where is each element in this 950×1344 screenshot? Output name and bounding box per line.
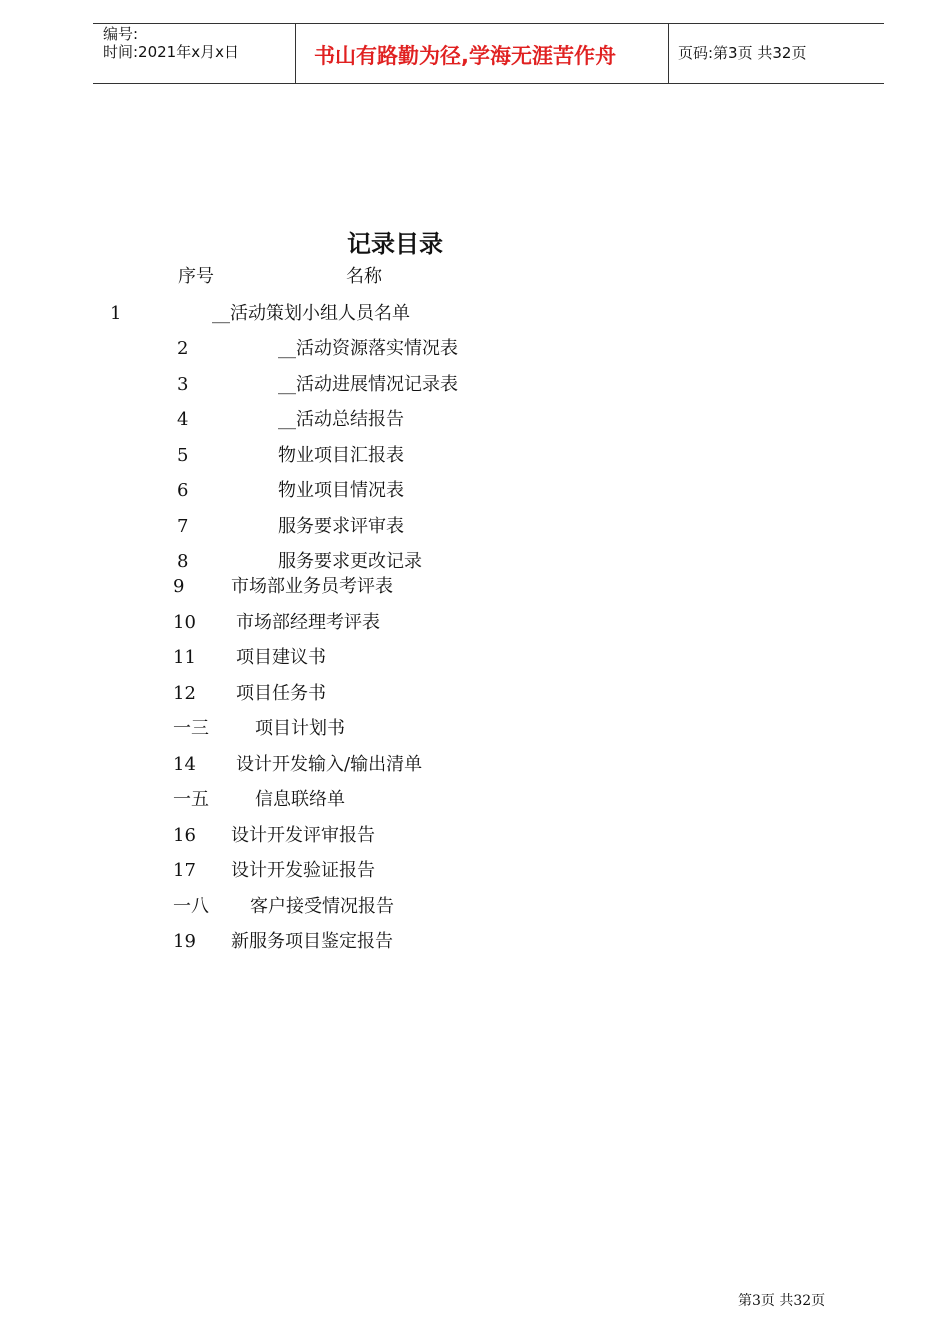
item-number: 7 xyxy=(177,516,189,537)
item-name: 服务要求评审表 xyxy=(278,516,404,537)
item-number: 16 xyxy=(173,825,196,846)
item-name: 物业项目情况表 xyxy=(278,480,404,501)
item-name: __活动总结报告 xyxy=(278,409,404,430)
header-divider-left xyxy=(295,23,296,83)
item-name: 项目计划书 xyxy=(255,718,345,739)
item-number: 12 xyxy=(173,683,196,704)
item-name: 物业项目汇报表 xyxy=(278,445,404,466)
item-number: 4 xyxy=(177,409,189,430)
footer-page-number: 第3页 共32页 xyxy=(738,1293,826,1309)
item-name: 设计开发评审报告 xyxy=(231,825,375,846)
item-name: __活动策划小组人员名单 xyxy=(212,303,410,324)
item-name: 新服务项目鉴定报告 xyxy=(231,931,393,952)
item-number: 19 xyxy=(173,931,196,952)
header-page-label: 页码:第3页 共32页 xyxy=(678,44,807,62)
column-heading-index: 序号 xyxy=(178,266,214,287)
item-number: 一三 xyxy=(173,718,209,739)
item-name: 信息联络单 xyxy=(255,789,345,810)
item-name: __活动资源落实情况表 xyxy=(278,338,458,359)
item-number: 14 xyxy=(173,754,196,775)
column-heading-name: 名称 xyxy=(346,266,382,287)
header-bottom-rule xyxy=(93,83,884,84)
item-name: 项目建议书 xyxy=(236,647,326,668)
item-number: 8 xyxy=(177,551,189,572)
header-divider-right xyxy=(668,23,669,83)
item-name: __活动进展情况记录表 xyxy=(278,374,458,395)
header-time-label: 时间:2021年x月x日 xyxy=(103,43,239,61)
item-name: 客户接受情况报告 xyxy=(250,896,394,917)
header-number-label: 编号: xyxy=(103,25,139,43)
item-name: 市场部经理考评表 xyxy=(236,612,380,633)
item-number: 6 xyxy=(177,480,189,501)
document-title: 记录目录 xyxy=(347,229,443,258)
item-number: 1 xyxy=(110,303,122,324)
item-name: 市场部业务员考评表 xyxy=(231,576,393,597)
item-number: 3 xyxy=(177,374,189,395)
item-number: 17 xyxy=(173,860,196,881)
header-motto: 书山有路勤为径,学海无涯苦作舟 xyxy=(314,44,616,68)
header-top-rule xyxy=(93,23,884,24)
item-number: 5 xyxy=(177,445,189,466)
item-number: 11 xyxy=(173,647,196,668)
item-number: 9 xyxy=(173,576,185,597)
item-name: 设计开发验证报告 xyxy=(231,860,375,881)
item-name: 项目任务书 xyxy=(236,683,326,704)
item-name: 设计开发输入/输出清单 xyxy=(236,754,423,775)
item-number: 一五 xyxy=(173,789,209,810)
item-number: 一八 xyxy=(173,896,209,917)
item-number: 10 xyxy=(173,612,196,633)
item-name: 服务要求更改记录 xyxy=(278,551,422,572)
item-number: 2 xyxy=(177,338,189,359)
